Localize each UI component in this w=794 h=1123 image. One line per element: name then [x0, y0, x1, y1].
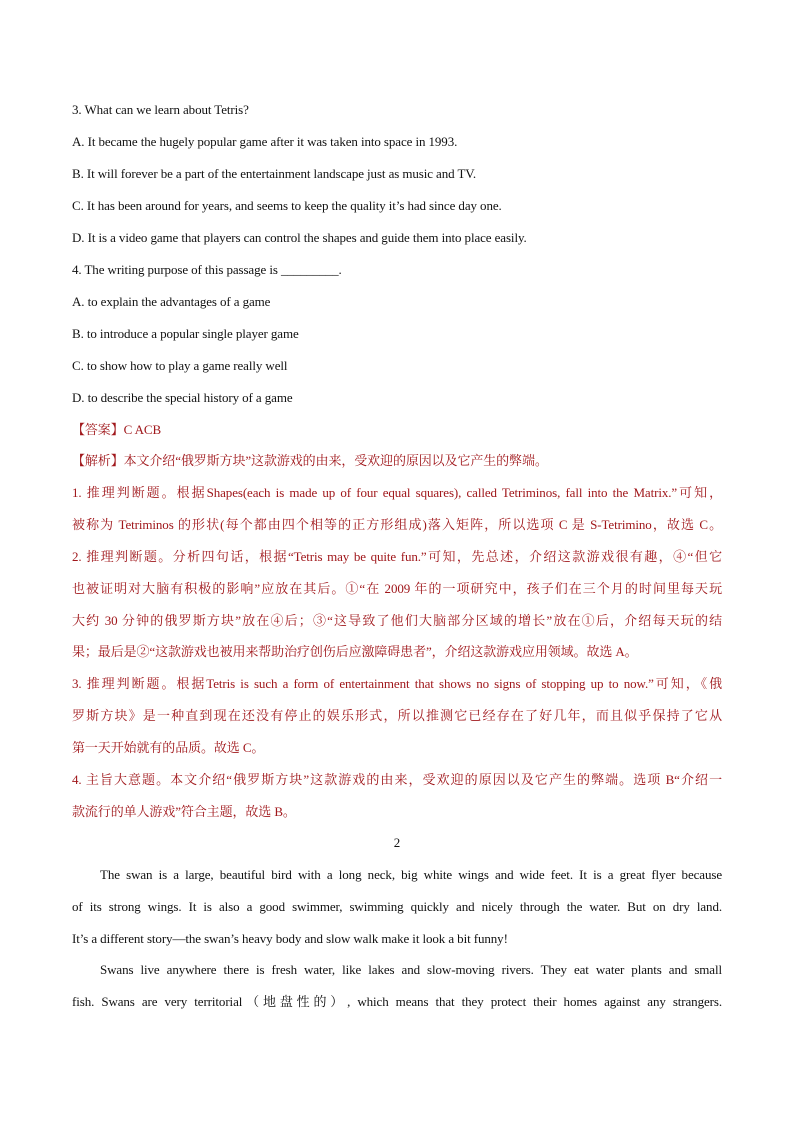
question-4-stem: 4. The writing purpose of this passage is _________. — [72, 262, 342, 277]
passage-line: The swan is a large, beautiful bird with a long neck, big white wings and wide feet. It is a great flyer because — [100, 867, 722, 882]
question-4-option-b: B. to introduce a popular single player game — [72, 326, 299, 341]
analysis-line: 被称为 Tetriminos 的形状(每个都由四个相等的正方形组成)落入矩阵，所以选项 C 是 S-Tetrimino，故选 C。 — [72, 517, 722, 532]
question-4-option-a: A. to explain the advantages of a game — [72, 294, 271, 309]
passage-line: of its strong wings. It is also a good swimmer, swimming quickly and nicely through the water. But on dry land. — [72, 899, 722, 914]
question-3-option-d: D. It is a video game that players can control the shapes and guide them into place easily. — [72, 230, 527, 245]
analysis-line: 【解析】本文介绍“俄罗斯方块”这款游戏的由来，受欢迎的原因以及它产生的弊端。 — [72, 453, 548, 468]
analysis-line: 也被证明对大脑有积极的影响”应放在其后。①“在 2009 年的一项研究中，孩子们在三个月的时间里每天玩 — [72, 581, 722, 596]
question-4-option-d: D. to describe the special history of a game — [72, 390, 293, 405]
question-3-option-b: B. It will forever be a part of the entertainment landscape just as music and TV. — [72, 166, 477, 181]
analysis-line: 第一天开始就有的品质。故选 C。 — [72, 740, 265, 755]
passage-line: Swans live anywhere there is fresh water, like lakes and slow-moving rivers. They eat water plants and small — [100, 962, 722, 977]
analysis-line: 果；最后是②“这款游戏也被用来帮助治疗创伤后应激障碍患者”，介绍这款游戏应用领域。故选 A。 — [72, 644, 638, 659]
passage-line: fish. Swans are very territorial（地盘性的）, which means that they protect their homes against any strangers. — [72, 994, 722, 1009]
question-3-option-c: C. It has been around for years, and seems to keep the quality it’s had since day one. — [72, 198, 502, 213]
question-3-stem: 3. What can we learn about Tetris? — [72, 102, 249, 117]
question-3-option-a: A. It became the hugely popular game after it was taken into space in 1993. — [72, 134, 458, 149]
question-4-option-c: C. to show how to play a game really well — [72, 358, 288, 373]
passage-line: It’s a different story—the swan’s heavy body and slow walk make it look a bit funny! — [72, 931, 508, 946]
section-number: 2 — [393, 835, 401, 850]
analysis-line: 3. 推理判断题。根据Tetris is such a form of entertainment that shows no signs of stopping up to now.”可知，《俄 — [72, 676, 722, 691]
analysis-line: 大约 30 分钟的俄罗斯方块”放在④后；③“这导致了他们大脑部分区域的增长”放在①后，介绍每天玩的结 — [72, 613, 722, 628]
answer-line: 【答案】C ACB — [72, 422, 162, 437]
analysis-line: 4. 主旨大意题。本文介绍“俄罗斯方块”这款游戏的由来，受欢迎的原因以及它产生的弊端。选项 B“介绍一 — [72, 772, 722, 787]
analysis-line: 款流行的单人游戏”符合主题，故选 B。 — [72, 804, 296, 819]
analysis-line: 2. 推理判断题。分析四句话，根据“Tetris may be quite fun.”可知，先总述，介绍这款游戏很有趣，④“但它 — [72, 549, 722, 564]
analysis-line: 罗斯方块》是一种直到现在还没有停止的娱乐形式，所以推测它已经存在了好几年，而且似乎保持了它从 — [72, 708, 722, 723]
analysis-line: 1. 推理判断题。根据Shapes(each is made up of four equal squares), called Tetriminos, fall into the Matrix.”可知， — [72, 485, 722, 500]
